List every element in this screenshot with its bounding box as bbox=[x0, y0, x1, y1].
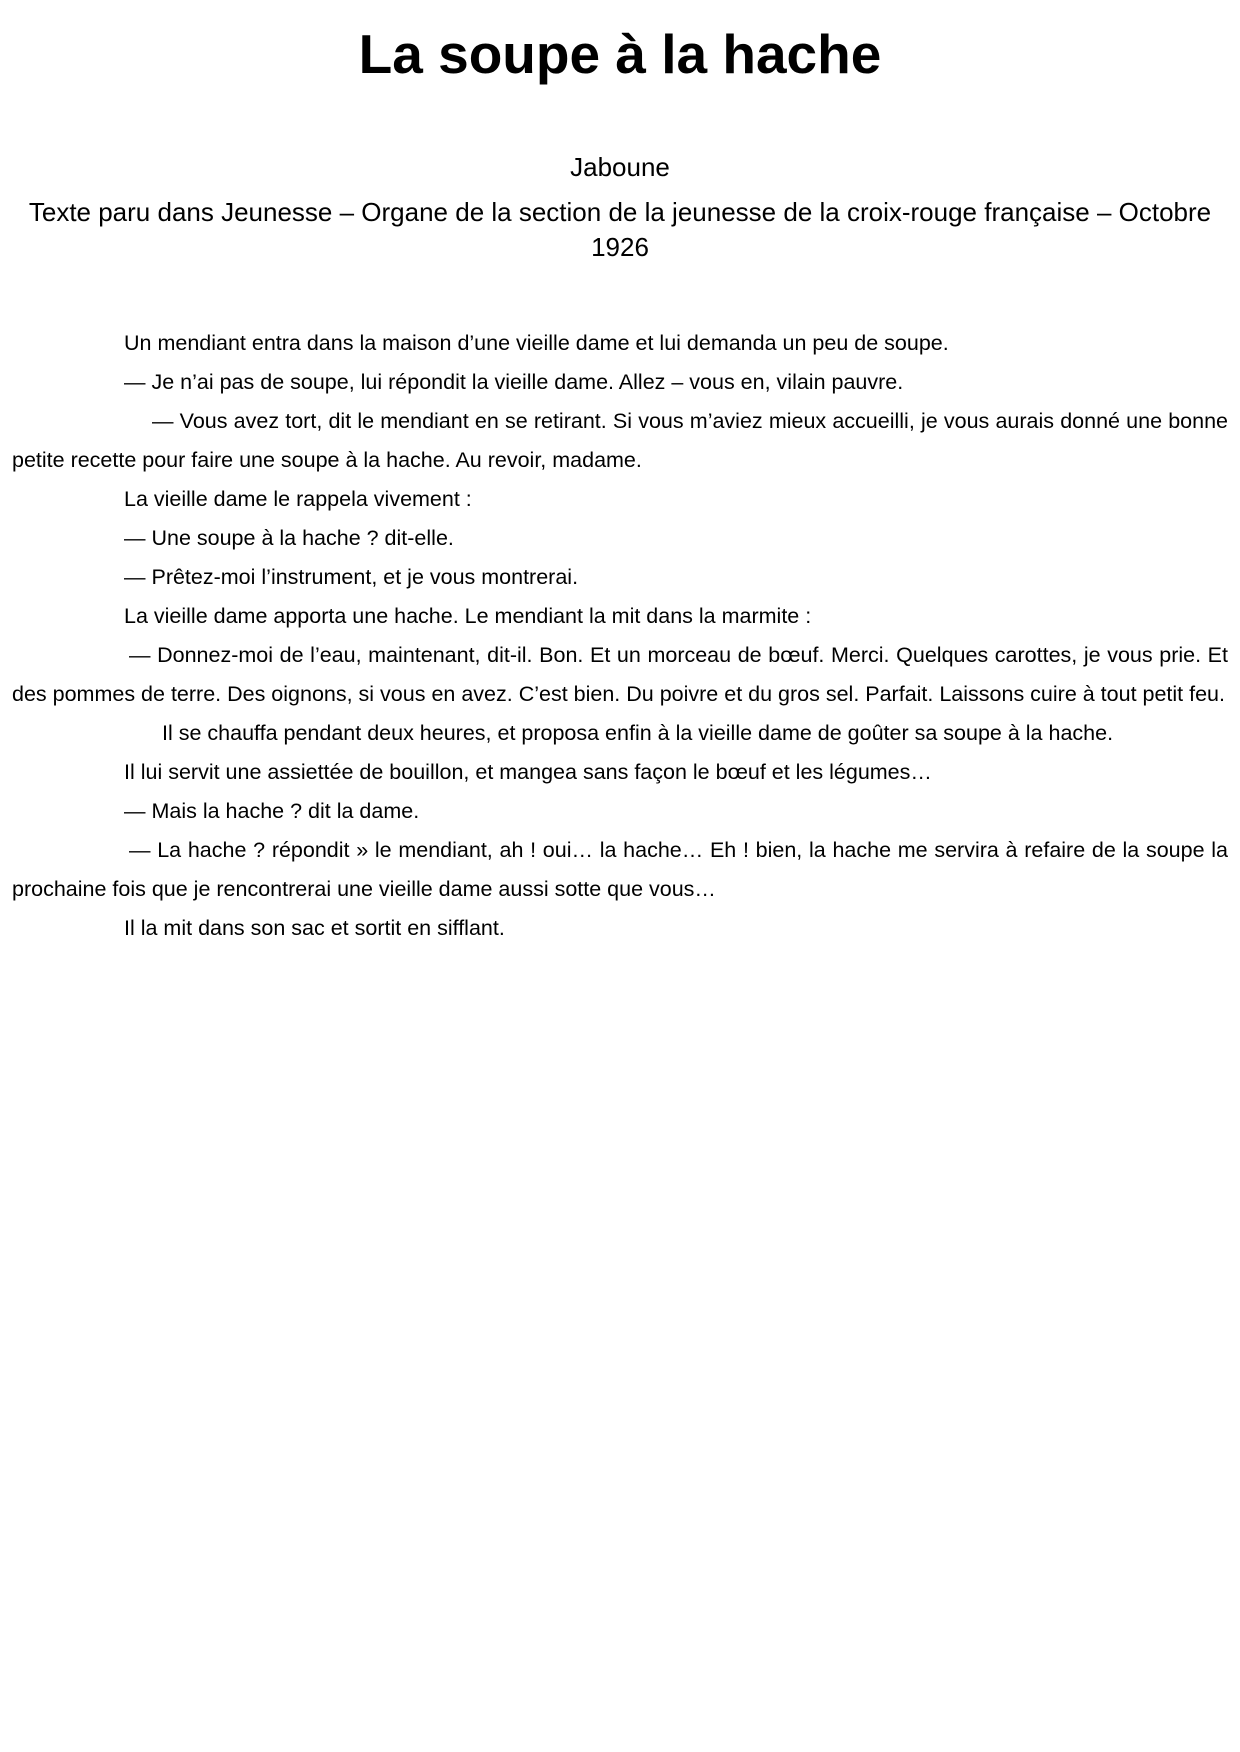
paragraph: Il lui servit une assiettée de bouillon, et mangea sans façon le bœuf et les légumes… bbox=[124, 760, 932, 784]
paragraph: — Mais la hache ? dit la dame. bbox=[124, 799, 420, 823]
document-source: Texte paru dans Jeunesse – Organe de la section de la jeunesse de la croix-rouge française – Octobre 1926 bbox=[28, 197, 1212, 262]
paragraph: — Prêtez-moi l’instrument, et je vous montrerai. bbox=[124, 565, 579, 589]
paragraph: Il la mit dans son sac et sortit en sifflant. bbox=[124, 916, 505, 940]
story-body bbox=[12, 324, 1228, 948]
paragraph: — La hache ? répondit » le mendiant, ah ! oui… la hache… Eh ! bien, la hache me servira à refaire de la soupe la prochaine fois que je rencontrerai une vieille dame aussi sotte que vous… bbox=[12, 838, 1228, 901]
paragraph: La vieille dame le rappela vivement : bbox=[124, 487, 472, 511]
document-title: La soupe à la hache bbox=[358, 23, 882, 85]
paragraph: — Vous avez tort, dit le mendiant en se retirant. Si vous m’aviez mieux accueilli, je vous aurais donné une bonne petite recette pour faire une soupe à la hache. Au revoir, madame. bbox=[12, 409, 1228, 472]
paragraph: Un mendiant entra dans la maison d’une vieille dame et lui demanda un peu de soupe. bbox=[124, 331, 949, 355]
paragraph: — Je n’ai pas de soupe, lui répondit la vieille dame. Allez – vous en, vilain pauvre. bbox=[124, 370, 904, 394]
paragraph: Il se chauffa pendant deux heures, et proposa enfin à la vieille dame de goûter sa soupe à la hache. bbox=[162, 721, 1114, 745]
paragraph: La vieille dame apporta une hache. Le mendiant la mit dans la marmite : bbox=[124, 604, 812, 628]
paragraph: — Donnez-moi de l’eau, maintenant, dit-il. Bon. Et un morceau de bœuf. Merci. Quelques carottes, je vous prie. Et des pommes de terre. Des oignons, si vous en avez. C’est bien. Du poivre et du gros sel. Parfait. Laissons cuire à tout petit feu. bbox=[12, 643, 1228, 706]
document-author: Jaboune bbox=[570, 152, 670, 182]
paragraph: — Une soupe à la hache ? dit-elle. bbox=[124, 526, 454, 550]
